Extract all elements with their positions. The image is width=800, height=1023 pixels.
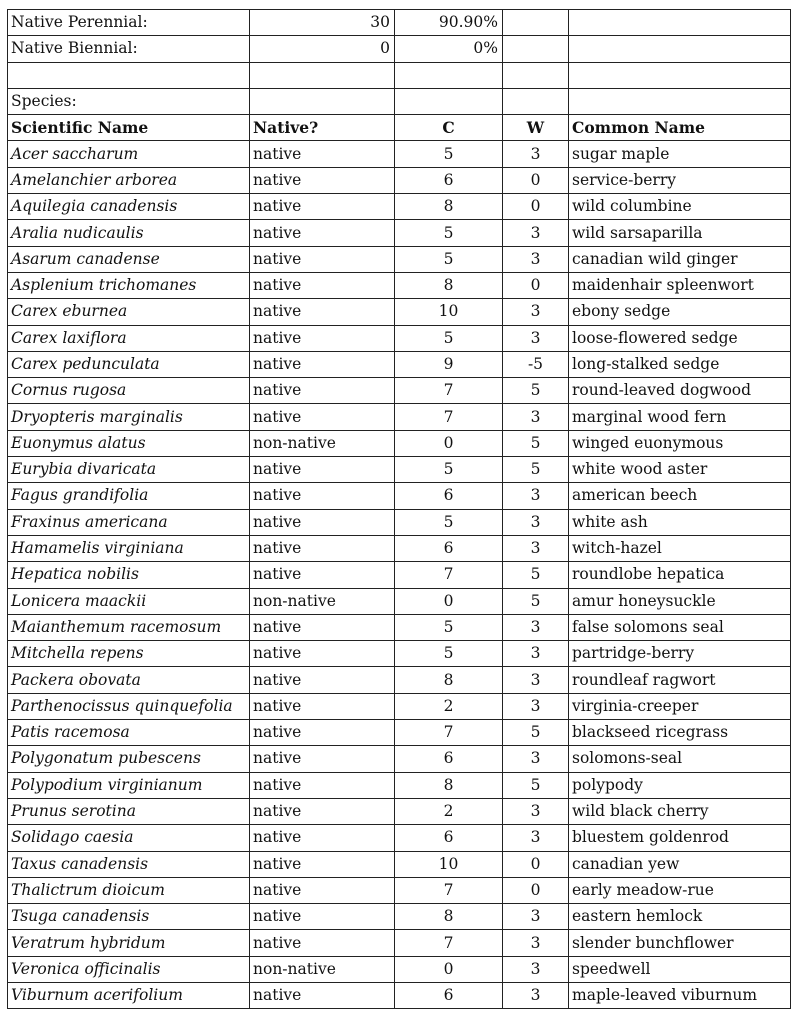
table-row — [8, 825, 791, 851]
table-row — [8, 194, 791, 220]
w-value-cell[interactable]: 5 — [503, 562, 569, 588]
native-status-cell[interactable]: native — [250, 720, 395, 746]
w-value-cell[interactable]: 5 — [503, 430, 569, 456]
c-value-cell[interactable]: 7 — [395, 404, 503, 430]
c-value-cell[interactable]: 5 — [395, 325, 503, 351]
table-row — [8, 562, 791, 588]
native-status-cell[interactable]: native — [250, 246, 395, 272]
common-name-cell[interactable]: white ash — [569, 509, 791, 535]
table-row — [8, 404, 791, 430]
common-name-cell[interactable]: bluestem goldenrod — [569, 825, 791, 851]
table-row — [8, 483, 791, 509]
w-value-cell[interactable]: 5 — [503, 588, 569, 614]
w-value-cell[interactable]: 3 — [503, 246, 569, 272]
native-status-cell[interactable]: native — [250, 877, 395, 903]
table-row — [8, 351, 791, 377]
table-row — [8, 798, 791, 824]
header-native[interactable]: Native? — [250, 115, 395, 141]
table-row — [8, 772, 791, 798]
scientific-name-cell[interactable]: Taxus canadensis — [8, 851, 250, 877]
common-name-cell[interactable]: maidenhair spleenwort — [569, 272, 791, 298]
summary-row-native-biennial — [8, 36, 791, 62]
native-status-cell[interactable]: native — [250, 851, 395, 877]
summary-count[interactable]: 30 — [250, 10, 395, 36]
common-name-cell[interactable]: virginia-creeper — [569, 693, 791, 719]
common-name-cell[interactable]: wild columbine — [569, 194, 791, 220]
common-name-cell[interactable]: blackseed ricegrass — [569, 720, 791, 746]
w-value-cell[interactable]: 3 — [503, 220, 569, 246]
c-value-cell[interactable]: 6 — [395, 746, 503, 772]
common-name-cell[interactable]: slender bunchflower — [569, 930, 791, 956]
common-name-cell[interactable]: long-stalked sedge — [569, 351, 791, 377]
scientific-name-cell[interactable]: Parthenocissus quinquefolia — [8, 693, 250, 719]
c-value-cell[interactable]: 7 — [395, 930, 503, 956]
w-value-cell[interactable]: 3 — [503, 614, 569, 640]
scientific-name-cell[interactable]: Fagus grandifolia — [8, 483, 250, 509]
common-name-cell[interactable]: wild sarsaparilla — [569, 220, 791, 246]
common-name-cell[interactable]: canadian wild ginger — [569, 246, 791, 272]
w-value-cell[interactable]: 3 — [503, 956, 569, 982]
header-w[interactable]: W — [503, 115, 569, 141]
common-name-cell[interactable]: eastern hemlock — [569, 904, 791, 930]
native-status-cell[interactable]: native — [250, 667, 395, 693]
c-value-cell[interactable]: 7 — [395, 720, 503, 746]
c-value-cell[interactable]: 5 — [395, 614, 503, 640]
common-name-cell[interactable]: amur honeysuckle — [569, 588, 791, 614]
w-value-cell[interactable]: 3 — [503, 904, 569, 930]
native-status-cell[interactable]: native — [250, 904, 395, 930]
table-row — [8, 457, 791, 483]
scientific-name-cell[interactable]: Aquilegia canadensis — [8, 194, 250, 220]
w-value-cell[interactable]: 3 — [503, 746, 569, 772]
c-value-cell[interactable]: 0 — [395, 430, 503, 456]
c-value-cell[interactable]: 6 — [395, 483, 503, 509]
c-value-cell[interactable]: 8 — [395, 904, 503, 930]
header-row — [8, 115, 791, 141]
c-value-cell[interactable]: 6 — [395, 982, 503, 1008]
w-value-cell[interactable]: 3 — [503, 509, 569, 535]
w-value-cell[interactable]: 5 — [503, 772, 569, 798]
scientific-name-cell[interactable]: Lonicera maackii — [8, 588, 250, 614]
c-value-cell[interactable]: 5 — [395, 220, 503, 246]
empty-cell[interactable] — [569, 88, 791, 114]
native-status-cell[interactable]: native — [250, 272, 395, 298]
c-value-cell[interactable]: 9 — [395, 351, 503, 377]
empty-cell[interactable] — [503, 10, 569, 36]
c-value-cell[interactable]: 7 — [395, 877, 503, 903]
scientific-name-cell[interactable]: Acer saccharum — [8, 141, 250, 167]
w-value-cell[interactable]: 5 — [503, 378, 569, 404]
native-status-cell[interactable]: native — [250, 509, 395, 535]
native-status-cell[interactable]: native — [250, 483, 395, 509]
common-name-cell[interactable]: service-berry — [569, 167, 791, 193]
w-value-cell[interactable]: 3 — [503, 930, 569, 956]
scientific-name-cell[interactable]: Maianthemum racemosum — [8, 614, 250, 640]
native-status-cell[interactable]: native — [250, 798, 395, 824]
empty-cell[interactable] — [503, 88, 569, 114]
common-name-cell[interactable]: wild black cherry — [569, 798, 791, 824]
scientific-name-cell[interactable]: Hamamelis virginiana — [8, 535, 250, 561]
scientific-name-cell[interactable]: Euonymus alatus — [8, 430, 250, 456]
w-value-cell[interactable]: 3 — [503, 299, 569, 325]
table-row — [8, 141, 791, 167]
native-status-cell[interactable]: native — [250, 982, 395, 1008]
scientific-name-cell[interactable]: Amelanchier arborea — [8, 167, 250, 193]
native-status-cell[interactable]: native — [250, 299, 395, 325]
native-status-cell[interactable]: native — [250, 457, 395, 483]
c-value-cell[interactable]: 10 — [395, 851, 503, 877]
c-value-cell[interactable]: 2 — [395, 798, 503, 824]
summary-count[interactable]: 0 — [250, 36, 395, 62]
common-name-cell[interactable]: round-leaved dogwood — [569, 378, 791, 404]
common-name-cell[interactable]: sugar maple — [569, 141, 791, 167]
table-row — [8, 535, 791, 561]
c-value-cell[interactable]: 2 — [395, 693, 503, 719]
scientific-name-cell[interactable]: Veratrum hybridum — [8, 930, 250, 956]
common-name-cell[interactable]: speedwell — [569, 956, 791, 982]
native-status-cell[interactable]: non-native — [250, 430, 395, 456]
table-row — [8, 720, 791, 746]
scientific-name-cell[interactable]: Polygonatum pubescens — [8, 746, 250, 772]
scientific-name-cell[interactable]: Carex pedunculata — [8, 351, 250, 377]
table-row — [8, 588, 791, 614]
scientific-name-cell[interactable]: Hepatica nobilis — [8, 562, 250, 588]
scientific-name-cell[interactable]: Prunus serotina — [8, 798, 250, 824]
species-label-row — [8, 88, 791, 114]
w-value-cell[interactable]: 3 — [503, 641, 569, 667]
w-value-cell[interactable]: 0 — [503, 194, 569, 220]
spreadsheet — [7, 9, 790, 1009]
summary-percent[interactable]: 0% — [395, 36, 503, 62]
table-row — [8, 325, 791, 351]
w-value-cell[interactable]: 5 — [503, 457, 569, 483]
scientific-name-cell[interactable]: Fraxinus americana — [8, 509, 250, 535]
common-name-cell[interactable]: partridge-berry — [569, 641, 791, 667]
empty-cell[interactable] — [250, 88, 395, 114]
table-row — [8, 614, 791, 640]
w-value-cell[interactable]: 3 — [503, 798, 569, 824]
common-name-cell[interactable]: loose-flowered sedge — [569, 325, 791, 351]
native-status-cell[interactable]: non-native — [250, 588, 395, 614]
species-label[interactable]: Species: — [8, 88, 250, 114]
c-value-cell[interactable]: 6 — [395, 535, 503, 561]
empty-cell[interactable] — [250, 62, 395, 88]
common-name-cell[interactable]: roundleaf ragwort — [569, 667, 791, 693]
native-status-cell[interactable]: native — [250, 194, 395, 220]
native-status-cell[interactable]: native — [250, 404, 395, 430]
empty-cell[interactable] — [569, 36, 791, 62]
c-value-cell[interactable]: 8 — [395, 772, 503, 798]
summary-percent[interactable]: 90.90% — [395, 10, 503, 36]
table-row — [8, 246, 791, 272]
native-status-cell[interactable]: native — [250, 325, 395, 351]
w-value-cell[interactable]: 3 — [503, 483, 569, 509]
c-value-cell[interactable]: 8 — [395, 272, 503, 298]
c-value-cell[interactable]: 8 — [395, 667, 503, 693]
empty-cell[interactable] — [395, 62, 503, 88]
scientific-name-cell[interactable]: Solidago caesia — [8, 825, 250, 851]
summary-label[interactable]: Native Perennial: — [8, 10, 250, 36]
table-row — [8, 430, 791, 456]
common-name-cell[interactable]: witch-hazel — [569, 535, 791, 561]
table-row — [8, 956, 791, 982]
c-value-cell[interactable]: 6 — [395, 825, 503, 851]
c-value-cell[interactable]: 8 — [395, 194, 503, 220]
scientific-name-cell[interactable]: Polypodium virginianum — [8, 772, 250, 798]
empty-cell[interactable] — [569, 62, 791, 88]
w-value-cell[interactable]: 3 — [503, 825, 569, 851]
w-value-cell[interactable]: 0 — [503, 167, 569, 193]
w-value-cell[interactable]: 0 — [503, 851, 569, 877]
c-value-cell[interactable]: 7 — [395, 378, 503, 404]
empty-cell[interactable] — [503, 36, 569, 62]
common-name-cell[interactable]: maple-leaved viburnum — [569, 982, 791, 1008]
scientific-name-cell[interactable]: Viburnum acerifolium — [8, 982, 250, 1008]
table-row — [8, 378, 791, 404]
native-status-cell[interactable]: native — [250, 825, 395, 851]
w-value-cell[interactable]: 0 — [503, 877, 569, 903]
native-status-cell[interactable]: native — [250, 746, 395, 772]
native-status-cell[interactable]: native — [250, 535, 395, 561]
c-value-cell[interactable]: 5 — [395, 246, 503, 272]
w-value-cell[interactable]: 3 — [503, 141, 569, 167]
scientific-name-cell[interactable]: Thalictrum dioicum — [8, 877, 250, 903]
empty-cell[interactable] — [8, 62, 250, 88]
native-status-cell[interactable]: native — [250, 351, 395, 377]
summary-label[interactable]: Native Biennial: — [8, 36, 250, 62]
scientific-name-cell[interactable]: Carex eburnea — [8, 299, 250, 325]
common-name-cell[interactable]: winged euonymous — [569, 430, 791, 456]
native-status-cell[interactable]: native — [250, 378, 395, 404]
common-name-cell[interactable]: marginal wood fern — [569, 404, 791, 430]
w-value-cell[interactable]: 3 — [503, 667, 569, 693]
table-row — [8, 982, 791, 1008]
common-name-cell[interactable]: early meadow-rue — [569, 877, 791, 903]
table-row — [8, 877, 791, 903]
w-value-cell[interactable]: 3 — [503, 404, 569, 430]
blank-row — [8, 62, 791, 88]
scientific-name-cell[interactable]: Asplenium trichomanes — [8, 272, 250, 298]
c-value-cell[interactable]: 5 — [395, 641, 503, 667]
table-row — [8, 167, 791, 193]
table-row — [8, 904, 791, 930]
native-status-cell[interactable]: native — [250, 614, 395, 640]
native-status-cell[interactable]: native — [250, 772, 395, 798]
table-row — [8, 272, 791, 298]
scientific-name-cell[interactable]: Cornus rugosa — [8, 378, 250, 404]
scientific-name-cell[interactable]: Packera obovata — [8, 667, 250, 693]
w-value-cell[interactable]: 3 — [503, 535, 569, 561]
common-name-cell[interactable]: polypody — [569, 772, 791, 798]
native-status-cell[interactable]: native — [250, 141, 395, 167]
scientific-name-cell[interactable]: Carex laxiflora — [8, 325, 250, 351]
native-status-cell[interactable]: non-native — [250, 956, 395, 982]
scientific-name-cell[interactable]: Veronica officinalis — [8, 956, 250, 982]
c-value-cell[interactable]: 0 — [395, 588, 503, 614]
header-c[interactable]: C — [395, 115, 503, 141]
w-value-cell[interactable]: 3 — [503, 982, 569, 1008]
w-value-cell[interactable]: 3 — [503, 693, 569, 719]
scientific-name-cell[interactable]: Patis racemosa — [8, 720, 250, 746]
common-name-cell[interactable]: canadian yew — [569, 851, 791, 877]
c-value-cell[interactable]: 7 — [395, 562, 503, 588]
native-status-cell[interactable]: native — [250, 693, 395, 719]
common-name-cell[interactable]: american beech — [569, 483, 791, 509]
table-row — [8, 509, 791, 535]
empty-cell[interactable] — [395, 88, 503, 114]
table-row — [8, 299, 791, 325]
scientific-name-cell[interactable]: Aralia nudicaulis — [8, 220, 250, 246]
scientific-name-cell[interactable]: Eurybia divaricata — [8, 457, 250, 483]
native-status-cell[interactable]: native — [250, 930, 395, 956]
c-value-cell[interactable]: 5 — [395, 509, 503, 535]
w-value-cell[interactable]: 5 — [503, 720, 569, 746]
c-value-cell[interactable]: 5 — [395, 457, 503, 483]
common-name-cell[interactable]: false solomons seal — [569, 614, 791, 640]
scientific-name-cell[interactable]: Dryopteris marginalis — [8, 404, 250, 430]
header-scientific-name[interactable]: Scientific Name — [8, 115, 250, 141]
scientific-name-cell[interactable]: Mitchella repens — [8, 641, 250, 667]
common-name-cell[interactable]: roundlobe hepatica — [569, 562, 791, 588]
c-value-cell[interactable]: 5 — [395, 141, 503, 167]
c-value-cell[interactable]: 0 — [395, 956, 503, 982]
w-value-cell[interactable]: 3 — [503, 325, 569, 351]
header-common-name[interactable]: Common Name — [569, 115, 791, 141]
table-row — [8, 693, 791, 719]
native-status-cell[interactable]: native — [250, 167, 395, 193]
w-value-cell[interactable]: -5 — [503, 351, 569, 377]
summary-row-native-perennial — [8, 10, 791, 36]
scientific-name-cell[interactable]: Tsuga canadensis — [8, 904, 250, 930]
scientific-name-cell[interactable]: Asarum canadense — [8, 246, 250, 272]
table-row — [8, 667, 791, 693]
table-row — [8, 930, 791, 956]
table-row — [8, 641, 791, 667]
common-name-cell[interactable]: solomons-seal — [569, 746, 791, 772]
table-row — [8, 220, 791, 246]
w-value-cell[interactable]: 0 — [503, 272, 569, 298]
species-table — [7, 9, 791, 1009]
empty-cell[interactable] — [503, 62, 569, 88]
c-value-cell[interactable]: 10 — [395, 299, 503, 325]
table-row — [8, 746, 791, 772]
table-row — [8, 851, 791, 877]
common-name-cell[interactable]: ebony sedge — [569, 299, 791, 325]
native-status-cell[interactable]: native — [250, 562, 395, 588]
common-name-cell[interactable]: white wood aster — [569, 457, 791, 483]
c-value-cell[interactable]: 6 — [395, 167, 503, 193]
native-status-cell[interactable]: native — [250, 220, 395, 246]
empty-cell[interactable] — [569, 10, 791, 36]
native-status-cell[interactable]: native — [250, 641, 395, 667]
